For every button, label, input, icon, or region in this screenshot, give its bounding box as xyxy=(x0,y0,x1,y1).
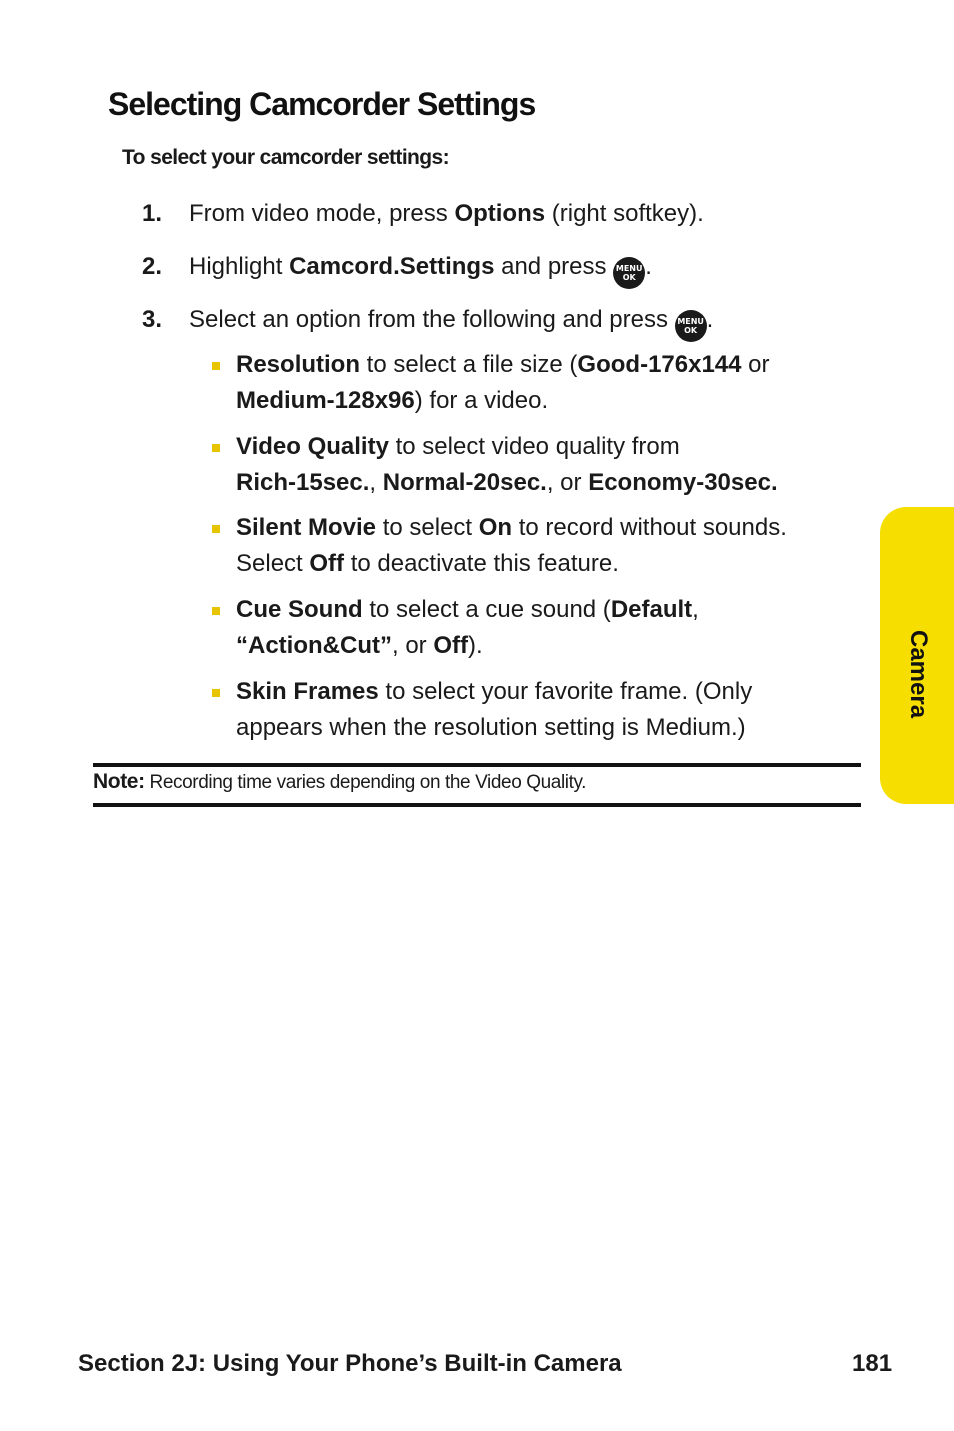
bullet-text-part: appears when the resolution setting is Medium.) xyxy=(236,714,746,741)
bullet-text-part: to select a file size ( xyxy=(360,351,578,378)
step-text-part: Select an option from the following and press xyxy=(189,306,668,333)
section-tab-label: Camera xyxy=(905,630,932,719)
option-value: Rich-15sec. xyxy=(236,469,370,496)
option-value: Economy-30sec. xyxy=(588,469,778,496)
menu-ok-key-icon xyxy=(613,257,645,289)
bullet-marker xyxy=(212,525,220,533)
option-value: Off xyxy=(433,632,468,659)
note-text: Recording time varies depending on the Video Quality. xyxy=(144,772,587,793)
step-keyword: Options xyxy=(454,200,546,227)
bullet-term: Silent Movie xyxy=(236,514,377,541)
bullet-term: Cue Sound xyxy=(236,596,363,623)
intro-heading: To select your camcorder settings: xyxy=(122,146,449,169)
step-text-part: . xyxy=(645,253,652,280)
bullet-text xyxy=(236,429,856,501)
step-text-part: From video mode, press xyxy=(189,200,455,227)
step-text-part: and press xyxy=(494,253,607,280)
bullet-text xyxy=(236,347,856,419)
note-divider-top xyxy=(93,763,861,767)
step-text xyxy=(189,199,704,229)
bullet-term: Skin Frames xyxy=(236,678,379,705)
option-value: Normal-20sec. xyxy=(382,469,547,496)
bullet-text-part: , xyxy=(692,596,699,623)
page-title: Selecting Camcorder Settings xyxy=(108,86,536,122)
bullet-text-part: Select xyxy=(236,550,310,577)
bullet-text-part: to deactivate this feature. xyxy=(344,550,619,577)
step-number: 2. xyxy=(142,253,163,280)
note-label: Note: xyxy=(93,770,145,793)
bullet-text-part: , or xyxy=(391,632,434,659)
note xyxy=(93,770,586,794)
footer-page-number: 181 xyxy=(852,1350,893,1377)
step-keyword: Camcord.Settings xyxy=(289,253,495,280)
icon-line: MENU xyxy=(615,264,643,273)
bullet-text-part: to select your favorite frame. (Only xyxy=(378,678,753,705)
bullet-text xyxy=(236,592,856,664)
step-number: 3. xyxy=(142,306,163,333)
bullet-text-part: to select video quality from xyxy=(388,433,680,460)
step-text-part: (right softkey). xyxy=(545,200,704,227)
bullet-text-part: ) for a video. xyxy=(414,387,549,414)
bullet-text-part: , xyxy=(369,469,383,496)
step-text xyxy=(189,252,652,289)
bullet-text-part: to select a cue sound ( xyxy=(362,596,611,623)
bullet-marker xyxy=(212,689,220,697)
option-value: Good-176x144 xyxy=(577,351,742,378)
bullet-term: Resolution xyxy=(236,351,360,378)
bullet-text-part: to record without sounds. xyxy=(512,514,787,541)
bullet-marker xyxy=(212,607,220,615)
bullet-text-part: , or xyxy=(546,469,589,496)
bullet-marker xyxy=(212,362,220,370)
option-value: On xyxy=(478,514,513,541)
footer-section-title: Section 2J: Using Your Phone’s Built-in Camera xyxy=(78,1350,622,1377)
step-number: 1. xyxy=(142,200,163,227)
note-divider-bottom xyxy=(93,803,861,807)
option-value: Default xyxy=(610,596,693,623)
icon-line: MENU xyxy=(677,317,704,326)
menu-ok-key-icon xyxy=(675,310,707,342)
option-value: “Action&Cut” xyxy=(236,632,392,659)
bullet-text-part: to select xyxy=(376,514,479,541)
bullet-text-part: or xyxy=(741,351,770,378)
bullet-text xyxy=(236,674,856,746)
option-value: Off xyxy=(309,550,345,577)
bullet-term: Video Quality xyxy=(236,433,389,460)
icon-line: OK xyxy=(622,273,636,282)
option-value: Medium-128x96 xyxy=(236,387,415,414)
bullet-text xyxy=(236,510,856,582)
bullet-marker xyxy=(212,444,220,452)
step-text-part: . xyxy=(706,306,714,333)
bullet-text-part: ). xyxy=(467,632,483,659)
icon-line: OK xyxy=(684,326,698,335)
step-text xyxy=(189,305,713,342)
step-text-part: Highlight xyxy=(189,253,290,280)
